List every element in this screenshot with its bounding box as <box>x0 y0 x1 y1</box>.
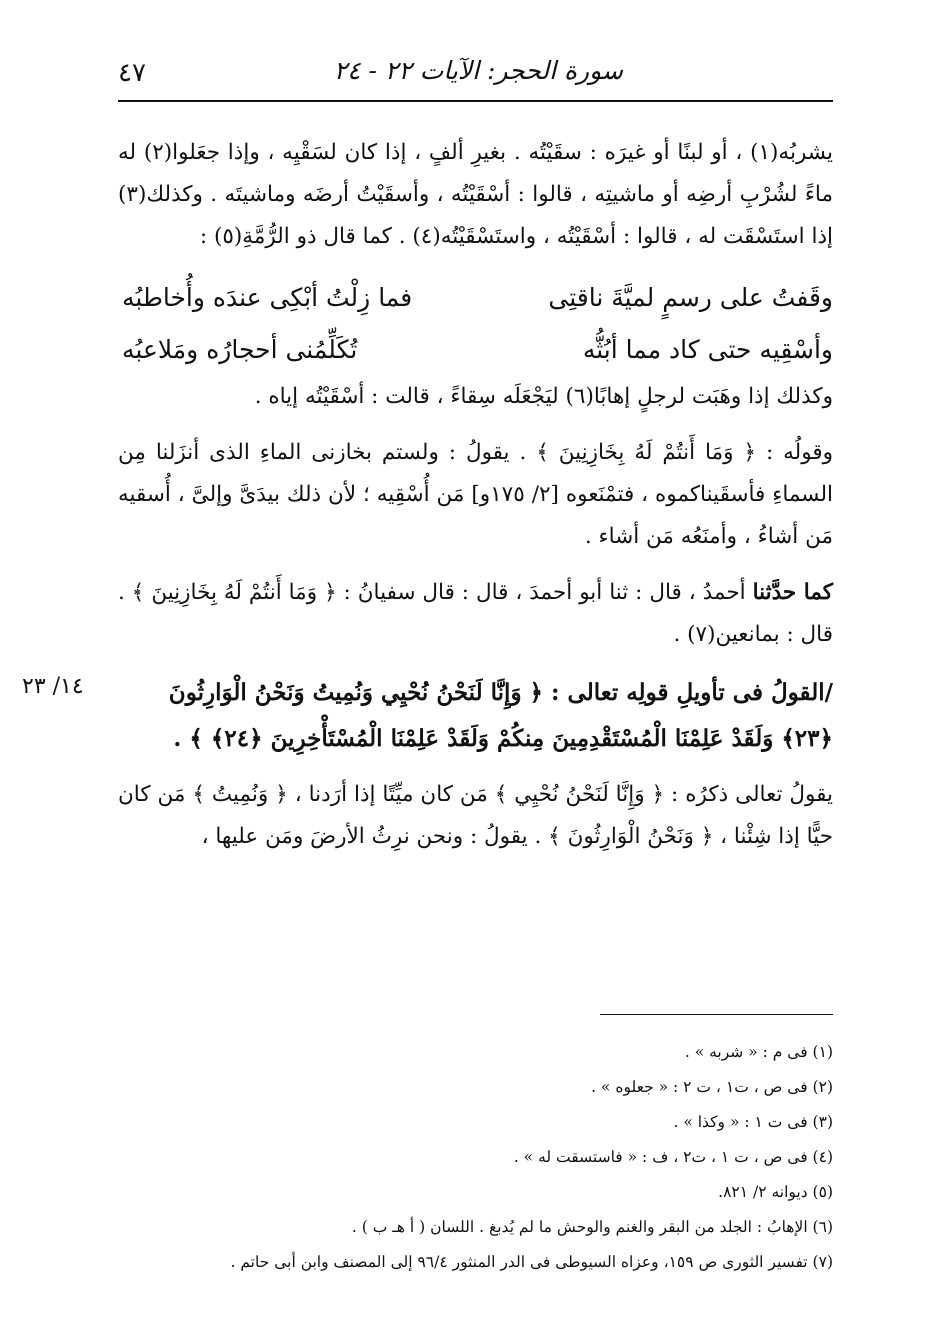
footnote-7: (٧) تفسير الثورى ص ١٥٩، وعزاه السيوطى فى الدر المنثور ٩٦/٤ إلى المصنف وابن أبى حاتم . <box>230 1253 833 1271</box>
paragraph-4-text: أحمدُ ، قال : ثنا أبو أحمدَ ، قال : قال سفيانُ : ﴿ وَمَا أَنتُمْ لَهُ بِخَازِنِينَ ﴾ . قال : بمانعين(٧) . <box>118 580 833 647</box>
margin-reference: ١٤/ ٢٣ <box>22 674 84 699</box>
running-title: سورة الحجر: الآيات ٢٢ - ٢٤ <box>333 56 623 85</box>
footnotes <box>118 1035 833 1280</box>
footnote-4: (٤) فى ص ، ت ١ ، ت٢ ، ف : « فاستسقت له » . <box>513 1148 833 1166</box>
paragraph-4-lead: كما حدَّثنا <box>752 580 833 605</box>
paragraph-3: وقولُه : ﴿ وَمَا أَنتُمْ لَهُ بِخَازِنِينَ ﴾ . يقولُ : ولستم بخازنى الماءِ الذى أنزَلنا مِن السماءِ فأسقَيناكموه ، فتمْنَعوه [٢/ ١٧٥و] مَن أُسْقِيه ؛ لأن ذلك بيدَىَّ وإلىَّ ، أُسقيه مَن أشاءُ ، وأمنَعُه مَن أشاء . <box>118 440 834 549</box>
verse-2-first-hemistich: وأسْقِيه حتى كاد مما أبُثُّه <box>582 335 833 364</box>
header-rule <box>118 100 833 102</box>
paragraph-2: وكذلك إذا وهَبَت لرجلٍ إهابًا(٦) ليَجْعَلَه سِقاءً ، قالت : أسْقَيْتُه إياه . <box>254 384 833 409</box>
footnote-2: (٢) فى ص ، ت١ ، ت ٢ : « جعلوه » . <box>591 1078 833 1096</box>
poetry-verses <box>118 272 833 376</box>
footnote-3: (٣) فى ت ١ : « وكذا » . <box>673 1113 833 1131</box>
paragraph-4 <box>118 572 833 656</box>
footnote-rule <box>600 1014 833 1015</box>
verse-line-2 <box>118 324 833 376</box>
paragraph-1: يشربُه(١) ، أو لبنًا أو غيرَه : سقَيْتُه . بغيرِ ألفٍ ، إذا كان لسَقْيِه ، وإذا جعَلوا(٢) له ماءً لشُرْبِ أرضِه أو ماشيتِه ، قالوا : أسْقَيْتُه ، وأسقَيْتُ أرضَه وماشيتَه . وكذلك(٣) إذا استَسْقَت له ، قالوا : أسْقَيْتُه ، واستَسْقَيْتُه(٤) . كما قال ذو الرُّمَّةِ(٥) : <box>118 140 833 249</box>
verse-1-second-hemistich: فما زِلْتُ أبْكِى عندَه وأُخاطبُه <box>122 283 413 312</box>
footnote-6: (٦) الإهابُ : الجلد من البقر والغنم والوحش ما لم يُدبغ . اللسان ( أ هـ ب ) . <box>351 1218 833 1236</box>
footnote-1: (١) فى م : « شربه » . <box>684 1043 833 1061</box>
section-heading-block <box>22 670 833 762</box>
footnote-5: (٥) ديوانه ٢/ ٨٢١. <box>718 1183 833 1201</box>
verse-line-1 <box>118 272 833 324</box>
paragraph-5: يقولُ تعالى ذكرُه : ﴿ وَإِنَّا لَنَحْنُ نُحْيِي ﴾ مَن كان ميِّتًا إذا أرَدنا ، ﴿ وَنُمِيتُ ﴾ مَن كان حيًّا إذا شِئْنا ، ﴿ وَنَحْنُ الْوَارِثُونَ ﴾ . يقولُ : ونحن نرِثُ الأرضَ ومَن عليها ، <box>118 782 833 849</box>
section-heading: /القولُ فى تأويلِ قولِه تعالى : ﴿ وَإِنَّا لَنَحْنُ نُحْيِي وَنُمِيتُ وَنَحْنُ الْوَارِثُونَ ﴿٢٣﴾ وَلَقَدْ عَلِمْنَا الْمُسْتَقْدِمِينَ مِنكُمْ وَلَقَدْ عَلِمْنَا الْمُسْتَأْخِرِينَ ﴿٢٤﴾ ﴾ . <box>168 679 833 752</box>
verse-2-second-hemistich: تُكَلِّمُنى أحجارُه ومَلاعبُه <box>122 335 358 364</box>
page-number: ٤٧ <box>118 58 146 88</box>
verse-1-first-hemistich: وقَفتُ على رسمٍ لميَّةَ ناقتِى <box>548 283 833 312</box>
page-body <box>22 132 834 872</box>
page-header <box>118 52 833 96</box>
